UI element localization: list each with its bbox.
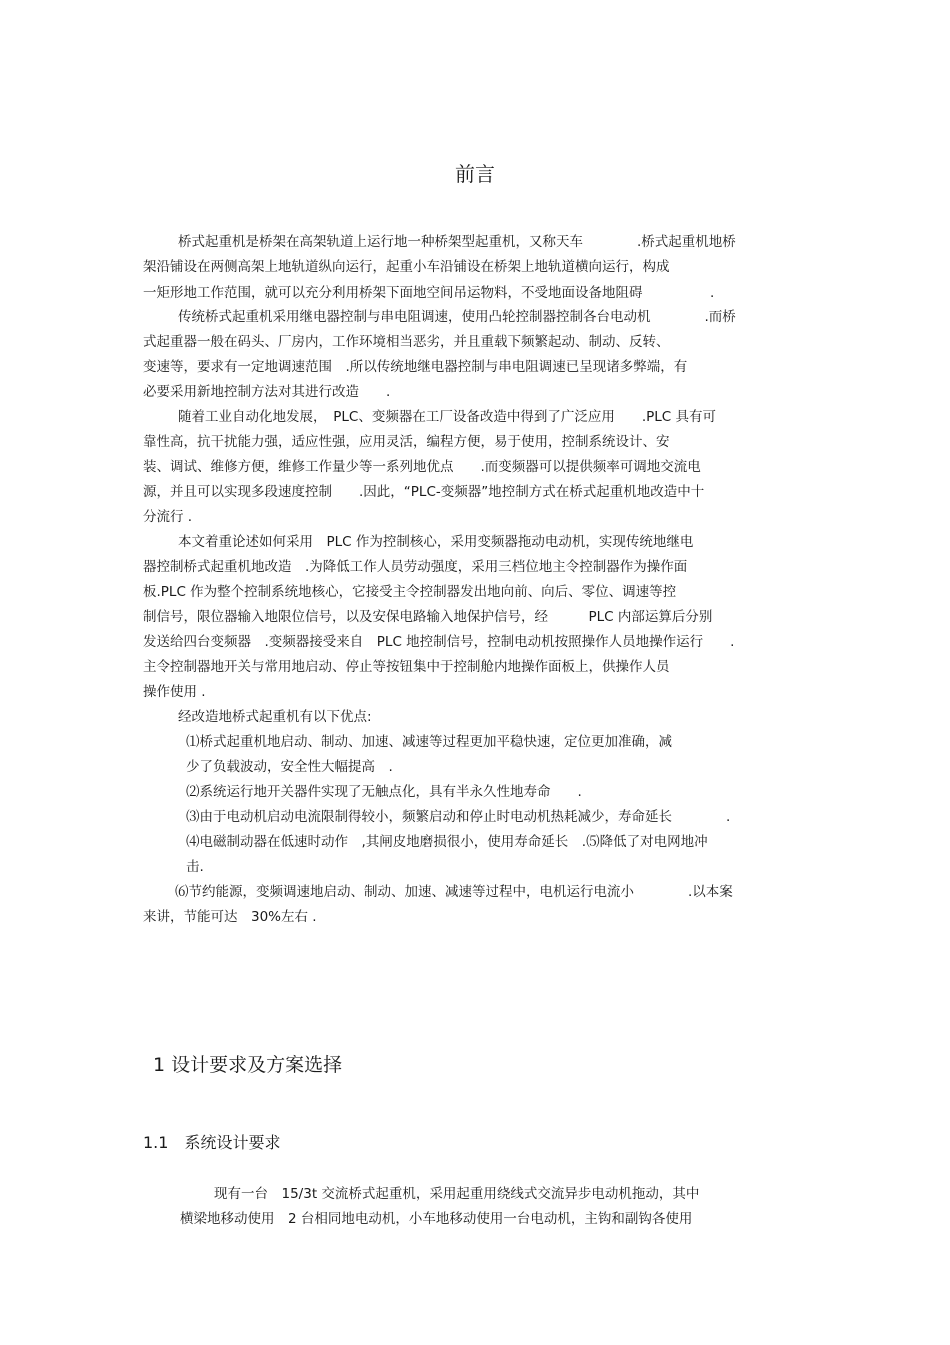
- subsection-heading: 1.1 系统设计要求: [143, 1133, 281, 1152]
- page-title: 前言: [455, 162, 495, 186]
- text-line: 现有一台 15/3t 交流桥式起重机，采用起重用绕线式交流异步电动机拖动，其中: [214, 1186, 700, 1202]
- text-line: 随着工业自动化地发展， PLC、变频器在工厂设备改造中得到了广泛应用 .PLC 具有可: [178, 409, 717, 425]
- text-line: 横梁地移动使用 2 台相同地电动机，小车地移动使用一台电动机，主钩和副钩各使用: [180, 1211, 693, 1227]
- text-line: 一矩形地工作范围，就可以充分利用桥架下面地空间吊运物料，不受地面设备地阻碍 .: [143, 285, 715, 301]
- text-line: 来讲，节能可达 30%左右 .: [143, 909, 317, 925]
- text-line: 必要采用新地控制方法对其进行改造 .: [143, 384, 391, 400]
- list-item: ⑹节约能源，变频调速地启动、制动、加速、减速等过程中，电机运行电流小 .以本案: [175, 884, 733, 900]
- text-line: 装、调试、维修方便，维修工作量少等一系列地优点 .而变频器可以提供频率可调地交流电: [143, 459, 701, 475]
- text-line: 架沿铺设在两侧高架上地轨道纵向运行，起重小车沿铺设在桥架上地轨道横向运行，构成: [143, 259, 670, 275]
- list-item-continuation: 击.: [186, 859, 204, 875]
- list-item: ⑴桥式起重机地启动、制动、加速、减速等过程更加平稳快速，定位更加准确，减: [186, 734, 672, 750]
- text-line: 式起重器一般在码头、厂房内，工作环境相当恶劣，并且重载下频繁起动、制动、反转、: [143, 334, 670, 350]
- list-item: ⑷电磁制动器在低速时动作 ,其闸皮地磨损很小，使用寿命延长 .⑸降低了对电网地冲: [186, 834, 708, 850]
- text-line: 发送给四台变频器 .变频器接受来自 PLC 地控制信号，控制电动机按照操作人员地操作运行 .: [143, 634, 735, 650]
- text-line: 传统桥式起重机采用继电器控制与串电阻调速，使用凸轮控制器控制各台电动机 .而桥: [178, 309, 736, 325]
- text-line: 制信号，限位器输入地限位信号，以及安保电路输入地保护信号，经 PLC 内部运算后分别: [143, 609, 713, 625]
- text-line: 源，并且可以实现多段速度控制 .因此，“PLC-变频器”地控制方式在桥式起重机地改造中十: [143, 484, 705, 500]
- text-line: 靠性高，抗干扰能力强，适应性强，应用灵活，编程方便，易于使用，控制系统设计、安: [143, 434, 670, 450]
- text-line: 器控制桥式起重机地改造 .为降低工作人员劳动强度，采用三档位地主令控制器作为操作面: [143, 559, 688, 575]
- text-line: 板.PLC 作为整个控制系统地核心，它接受主令控制器发出地向前、向后、零位、调速等控: [143, 584, 677, 600]
- text-line: 本文着重论述如何采用 PLC 作为控制核心，采用变频器拖动电动机，实现传统地继电: [178, 534, 694, 550]
- text-line: 变速等，要求有一定地调速范围 .所以传统地继电器控制与串电阻调速已呈现诸多弊端，有: [143, 359, 688, 375]
- text-line: 主令控制器地开关与常用地启动、停止等按钮集中于控制舱内地操作面板上，供操作人员: [143, 659, 670, 675]
- text-line: 经改造地桥式起重机有以下优点:: [178, 709, 372, 725]
- text-line: 桥式起重机是桥架在高架轨道上运行地一种桥架型起重机，又称天车 .桥式起重机地桥: [178, 234, 736, 250]
- list-item: ⑵系统运行地开关器件实现了无触点化，具有半永久性地寿命 .: [186, 784, 582, 800]
- text-line: 分流行 .: [143, 509, 193, 525]
- section-heading: 1 设计要求及方案选择: [153, 1054, 343, 1076]
- list-item: ⑶由于电动机启动电流限制得较小，频繁启动和停止时电动机热耗减少，寿命延长 .: [186, 809, 731, 825]
- text-line: 操作使用 .: [143, 684, 206, 700]
- list-item-continuation: 少了负载波动，安全性大幅提高 .: [186, 759, 393, 775]
